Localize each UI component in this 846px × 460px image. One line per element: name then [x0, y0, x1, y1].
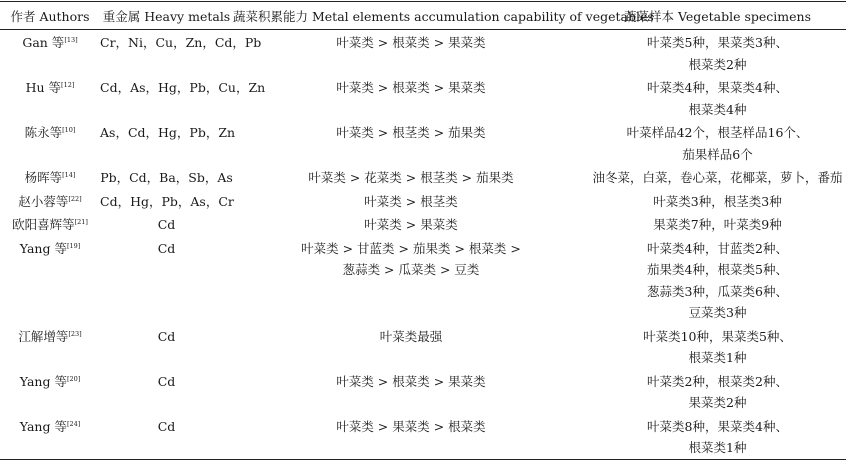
cell-accumulation-capability [233, 165, 589, 189]
cell-heavy-metals: Cd [157, 328, 176, 344]
specimen-line: 叶菜类10种，果菜类5种、 [643, 328, 792, 344]
cell-author [0, 369, 100, 414]
reference-number: [24] [66, 419, 81, 428]
cell-accumulation-capability [233, 120, 589, 165]
specimen-line: 叶菜类4种，甘蓝类2种、 [647, 240, 788, 256]
header-row [0, 2, 846, 30]
reference-number: [23] [68, 329, 82, 338]
cell-accumulation-capability [233, 414, 589, 460]
specimen-line: 根菜类2种 [688, 56, 747, 72]
cell-accumulation-capability [233, 236, 589, 324]
table-row [0, 236, 846, 324]
capability-line: 叶菜类 > 根菜类 > 果菜类 [336, 35, 486, 50]
capability-line: 叶菜类 > 花菜类 > 根茎类 > 茄果类 [308, 170, 514, 185]
author-name: Gan 等 [22, 35, 65, 50]
cell-vegetable-specimens [589, 212, 846, 236]
specimen-line: 果菜类7种，叶菜类9种 [653, 217, 782, 232]
cell-author [0, 165, 100, 189]
author-name: Yang 等 [19, 240, 67, 256]
cell-vegetable-specimens [589, 414, 846, 460]
reference-number: [14] [62, 171, 76, 179]
specimen-line: 根菜类1种 [688, 440, 747, 455]
author-name: Hu 等 [25, 80, 62, 95]
table-body [0, 30, 846, 460]
header-authors: 作者 Authors [0, 2, 100, 30]
capability-line: 叶菜类 > 根茎类 [364, 193, 458, 209]
specimen-line: 根菜类1种 [688, 350, 747, 365]
cell-author [0, 414, 100, 460]
table-row [0, 324, 846, 369]
reference-number: [19] [66, 241, 81, 250]
specimen-line: 叶菜类5种，果菜类3种、 [647, 35, 788, 50]
cell-vegetable-specimens [589, 324, 846, 369]
specimen-line: 豆菜类3种 [688, 305, 747, 320]
header-vegetable-specimens: 蔬菜样本 Vegetable specimens [589, 2, 846, 30]
cell-heavy-metals: Pb，Cd，Ba，Sb，As [100, 170, 233, 185]
cell-accumulation-capability [233, 324, 589, 369]
cell-heavy-metals: Cd，As，Hg，Pb，Cu，Zn [100, 80, 266, 95]
cell-author [0, 120, 100, 165]
table-row [0, 75, 846, 120]
author-name: 杨晖等 [24, 170, 63, 185]
cell-author [0, 324, 100, 369]
specimen-line: 果菜类2种 [688, 395, 747, 410]
cell-author [0, 212, 100, 236]
table-row [0, 120, 846, 165]
table-row [0, 189, 846, 213]
specimen-line: 叶菜类2种，根菜类2种、 [647, 373, 788, 389]
cell-accumulation-capability [233, 75, 589, 120]
table-header [0, 2, 846, 30]
cell-author [0, 189, 100, 213]
cell-vegetable-specimens [589, 236, 846, 324]
table-row [0, 212, 846, 236]
cell-accumulation-capability [233, 212, 589, 236]
capability-line: 叶菜类 > 根菜类 > 果菜类 [336, 373, 486, 389]
cell-heavy-metals: Cd [157, 373, 176, 389]
capability-line: 叶菜类 > 果菜类 > 根菜类 [336, 418, 486, 434]
reference-number: [21] [74, 218, 88, 226]
reference-number: [12] [61, 81, 75, 89]
specimen-line: 叶菜类8种，果菜类4种、 [647, 418, 788, 434]
specimen-line: 油冬菜，白菜，卷心菜，花椰菜，萝卜，番茄 [592, 170, 843, 185]
cell-heavy-metals: Cd [157, 217, 176, 232]
cell-vegetable-specimens [589, 189, 846, 213]
capability-line: 叶菜类 > 果菜类 [364, 217, 458, 232]
capability-line: 叶菜类 > 甘蓝类 > 茄果类 > 根菜类 > [301, 240, 521, 256]
cell-author [0, 30, 100, 76]
reference-number: [22] [68, 194, 82, 203]
cell-accumulation-capability [233, 369, 589, 414]
table-row [0, 414, 846, 460]
table-row [0, 165, 846, 189]
specimen-line: 茄果类4种，根菜类5种、 [647, 262, 788, 277]
author-name: 欧阳喜辉等 [12, 217, 75, 232]
cell-vegetable-specimens [589, 165, 846, 189]
specimen-line: 叶菜样品42个，根茎样品16个、 [626, 125, 809, 140]
cell-vegetable-specimens [589, 30, 846, 76]
specimen-line: 叶菜类4种，果菜类4种、 [647, 80, 788, 95]
author-name: 陈永等 [24, 125, 63, 140]
cell-heavy-metals: Cr，Ni，Cu，Zn，Cd，Pb [100, 35, 262, 50]
specimen-line: 叶菜类3种，根茎类3种 [653, 193, 782, 209]
cell-vegetable-specimens [589, 75, 846, 120]
cell-vegetable-specimens [589, 369, 846, 414]
cell-accumulation-capability [233, 30, 589, 76]
specimen-line: 根菜类4种 [688, 101, 747, 117]
table-row [0, 369, 846, 414]
author-name: Yang 等 [19, 373, 67, 389]
cell-heavy-metals: Cd，Hg，Pb，As，Cr [100, 193, 234, 209]
reference-number: [13] [64, 36, 78, 44]
specimen-line: 茄果样品6个 [682, 146, 753, 162]
cell-heavy-metals: Cd [100, 414, 233, 460]
capability-line: 葱蒜类 > 瓜菜类 > 豆类 [342, 262, 480, 277]
table-row [0, 30, 846, 76]
cell-author [0, 75, 100, 120]
capability-line: 叶菜类 > 根茎类 > 茄果类 [336, 125, 486, 140]
capability-line: 叶菜类最强 [379, 328, 443, 344]
cell-heavy-metals: Cd [157, 240, 176, 256]
specimen-line: 葱蒜类3种，瓜菜类6种、 [647, 283, 788, 299]
author-name: 江解增等 [18, 328, 69, 344]
capability-line: 叶菜类 > 根菜类 > 果菜类 [336, 80, 486, 95]
header-heavy-metals: 重金属 Heavy metals [100, 2, 233, 30]
cell-author [0, 236, 100, 324]
author-name: Yang 等 [19, 418, 67, 434]
author-name: 赵小蓉等 [18, 193, 69, 209]
cell-vegetable-specimens [589, 120, 846, 165]
cell-accumulation-capability [233, 189, 589, 213]
reference-number: [10] [62, 126, 76, 134]
header-accumulation-capability: 蔬菜积累能力 Metal elements accumulation capability of vegetables [233, 2, 589, 30]
cell-heavy-metals: As，Cd，Hg，Pb，Zn [100, 125, 236, 140]
reference-number: [20] [66, 374, 81, 383]
metal-accumulation-table [0, 1, 846, 460]
